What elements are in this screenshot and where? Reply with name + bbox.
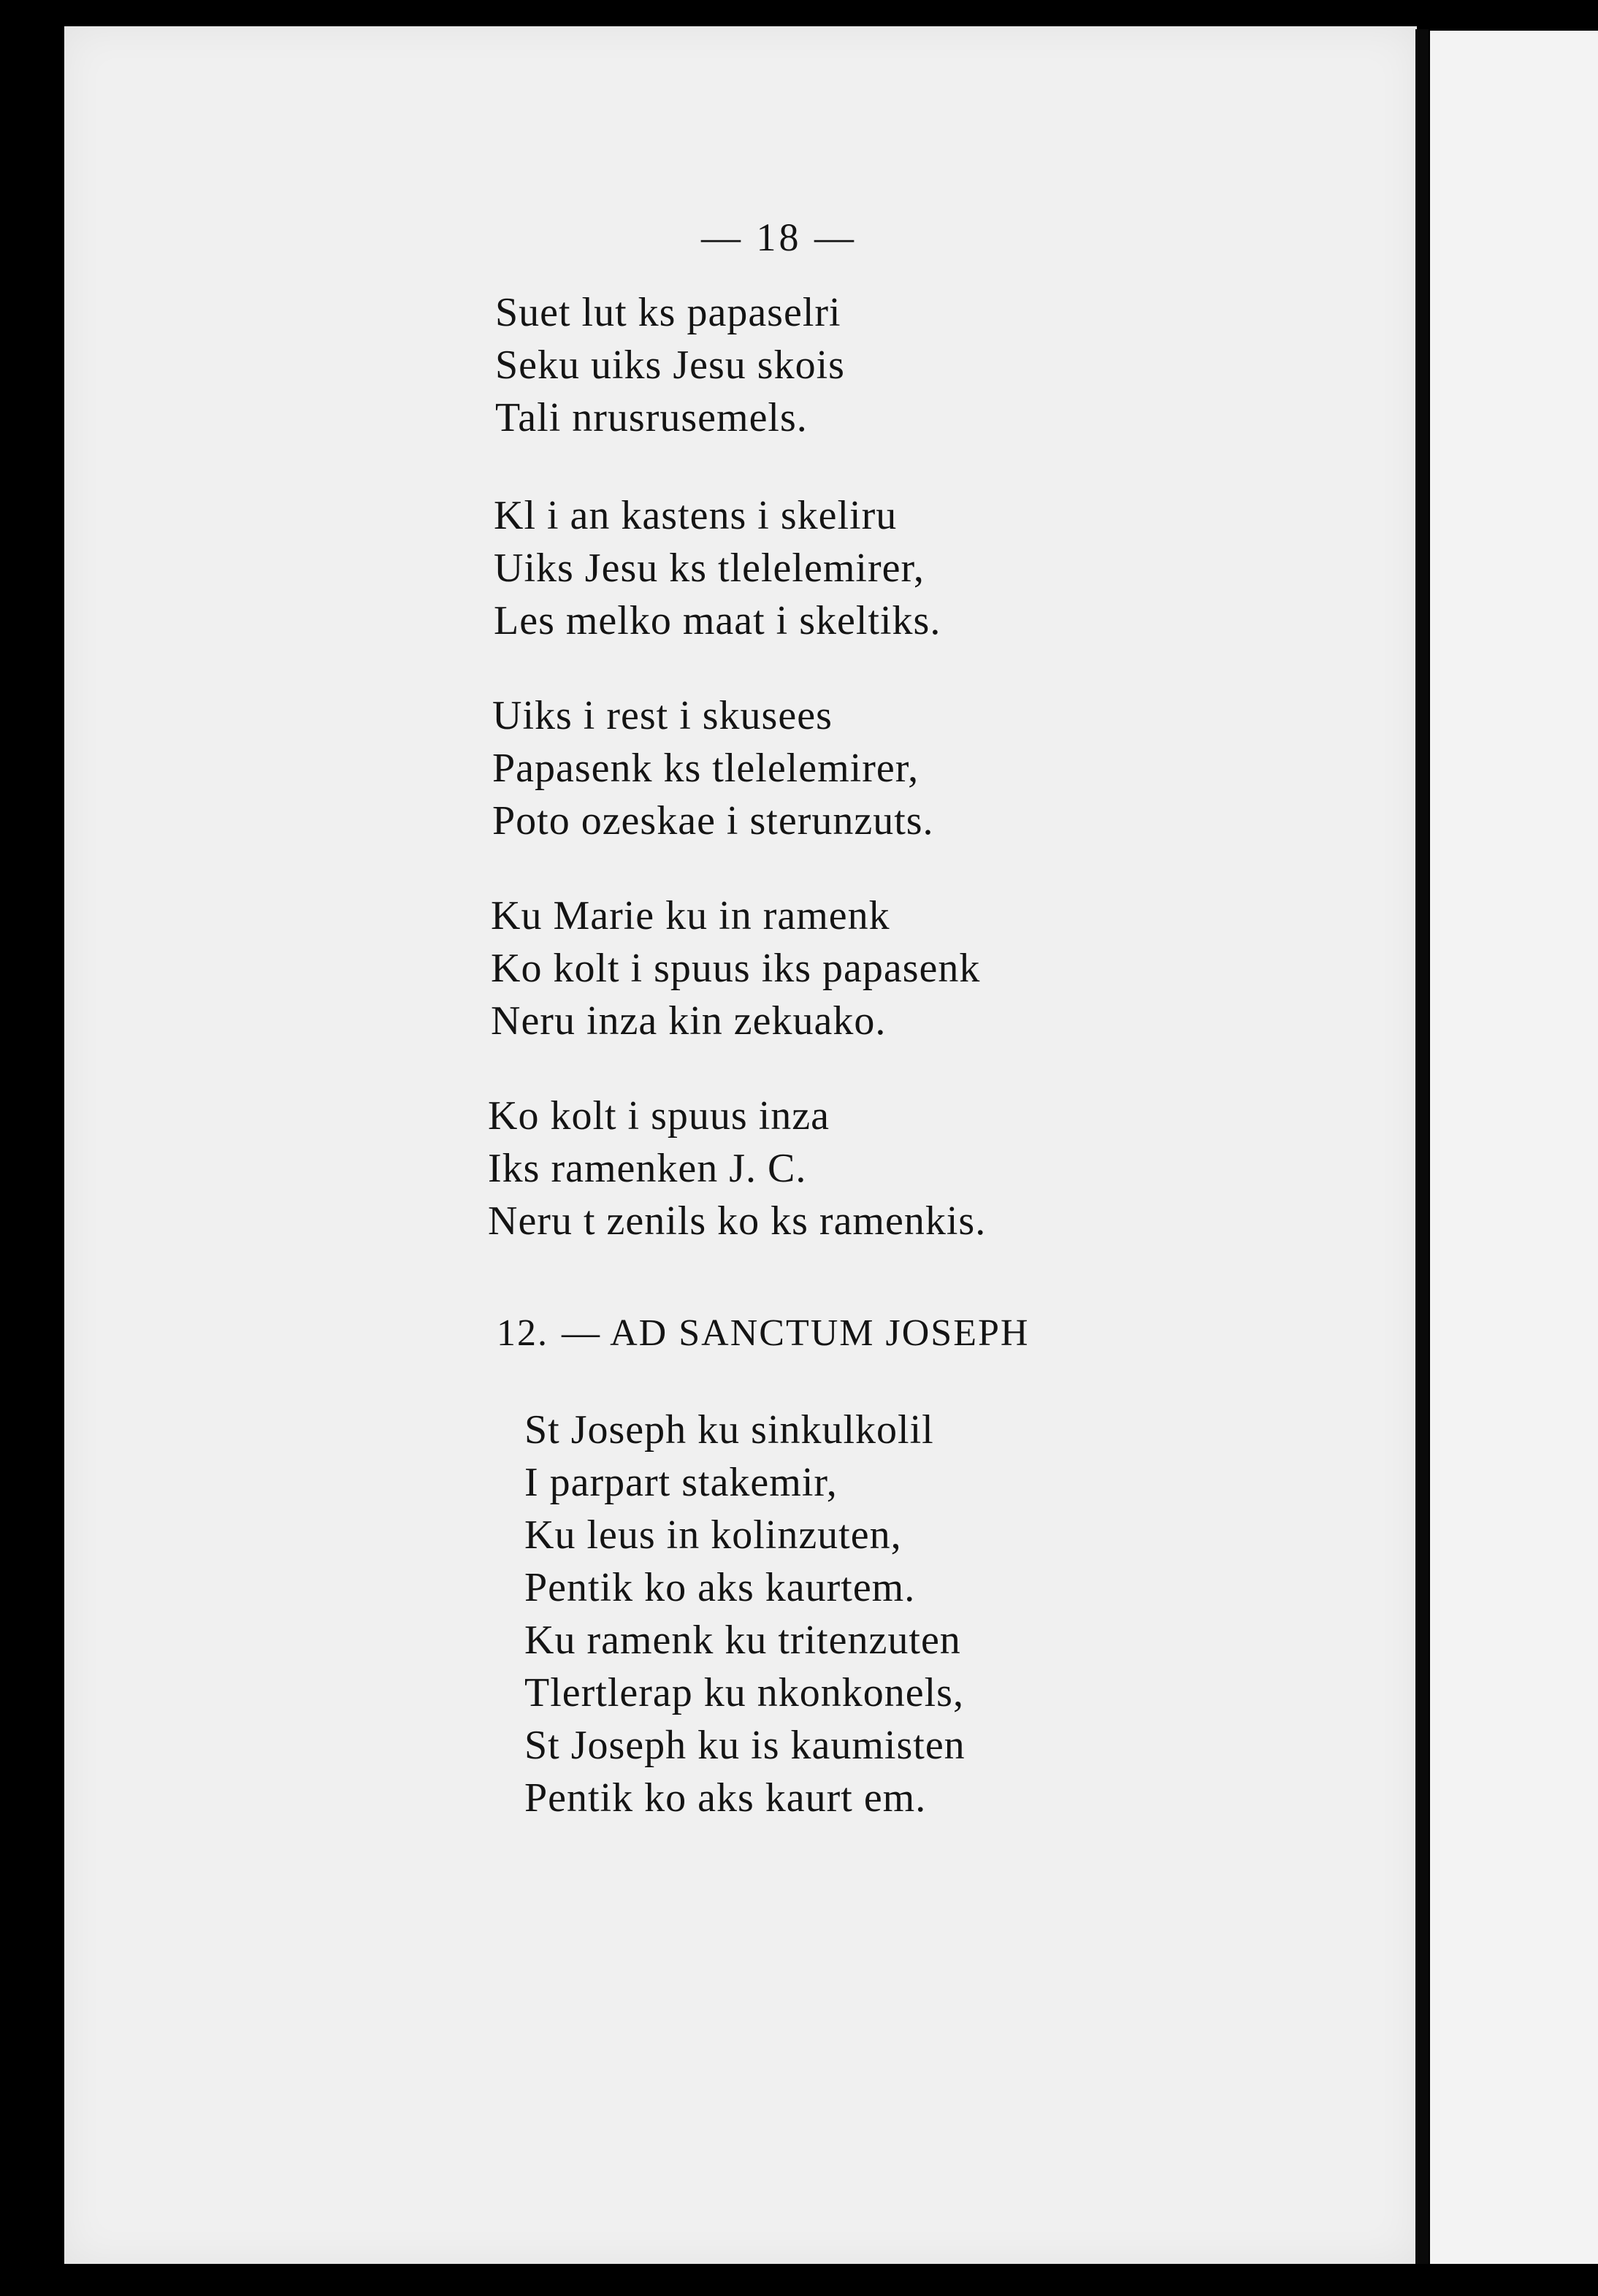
verse-line: Ku ramenk ku tritenzuten [524,1618,961,1663]
hymn-stanza [524,1404,966,1824]
verse-line: Iks ramenken J. C. [488,1146,807,1191]
verse-line: Poto ozeskae i sterunzuts. [492,798,934,843]
verse-line: Les melko maat i skeltiks. [494,598,941,643]
stanza-5 [488,1090,986,1247]
section-heading [497,1312,1029,1355]
stanza-3 [492,689,934,847]
verse-line: Ko kolt i spuus inza [488,1093,830,1139]
verse-line: I parpart stakemir, [524,1460,838,1505]
page-gutter [1415,29,1429,2264]
verse-line: Neru inza kin zekuako. [491,998,887,1044]
verse-line: Pentik ko aks kaurtem. [524,1565,916,1610]
page-number: — 18 — [701,215,857,259]
verse-line: Ko kolt i spuus iks papasenk [491,946,981,991]
verse-line: St Joseph ku sinkulkolil [524,1407,934,1453]
verse-line: Ku leus in kolinzuten, [524,1512,902,1558]
verse-line: Tlertlerap ku nkonkonels, [524,1670,964,1715]
verse-line: Papasenk ks tlelelemirer, [492,746,920,791]
verse-line: Ku Marie ku in ramenk [491,893,890,938]
verse-line: Seku uiks Jesu skois [495,343,845,388]
section-number: 12. [497,1312,548,1354]
stanza-1 [495,286,845,444]
verse-line: Tali nrusrusemels. [495,395,808,440]
verse-line: Suet lut ks papaselri [495,290,841,335]
verse-line: Uiks i rest i skusees [492,693,833,738]
facing-page-edge [1430,31,1598,2264]
verse-line: Neru t zenils ko ks ramenkis. [488,1198,987,1244]
section-title: — AD SANCTUM JOSEPH [562,1312,1030,1354]
stanza-4 [491,889,980,1047]
stanza-2 [494,489,941,647]
verse-line: Kl i an kastens i skeliru [494,493,898,538]
verse-line: St Joseph ku is kaumisten [524,1723,966,1768]
verse-line: Pentik ko aks kaurt em. [524,1775,927,1821]
verse-line: Uiks Jesu ks tlelelemirer, [494,546,925,591]
